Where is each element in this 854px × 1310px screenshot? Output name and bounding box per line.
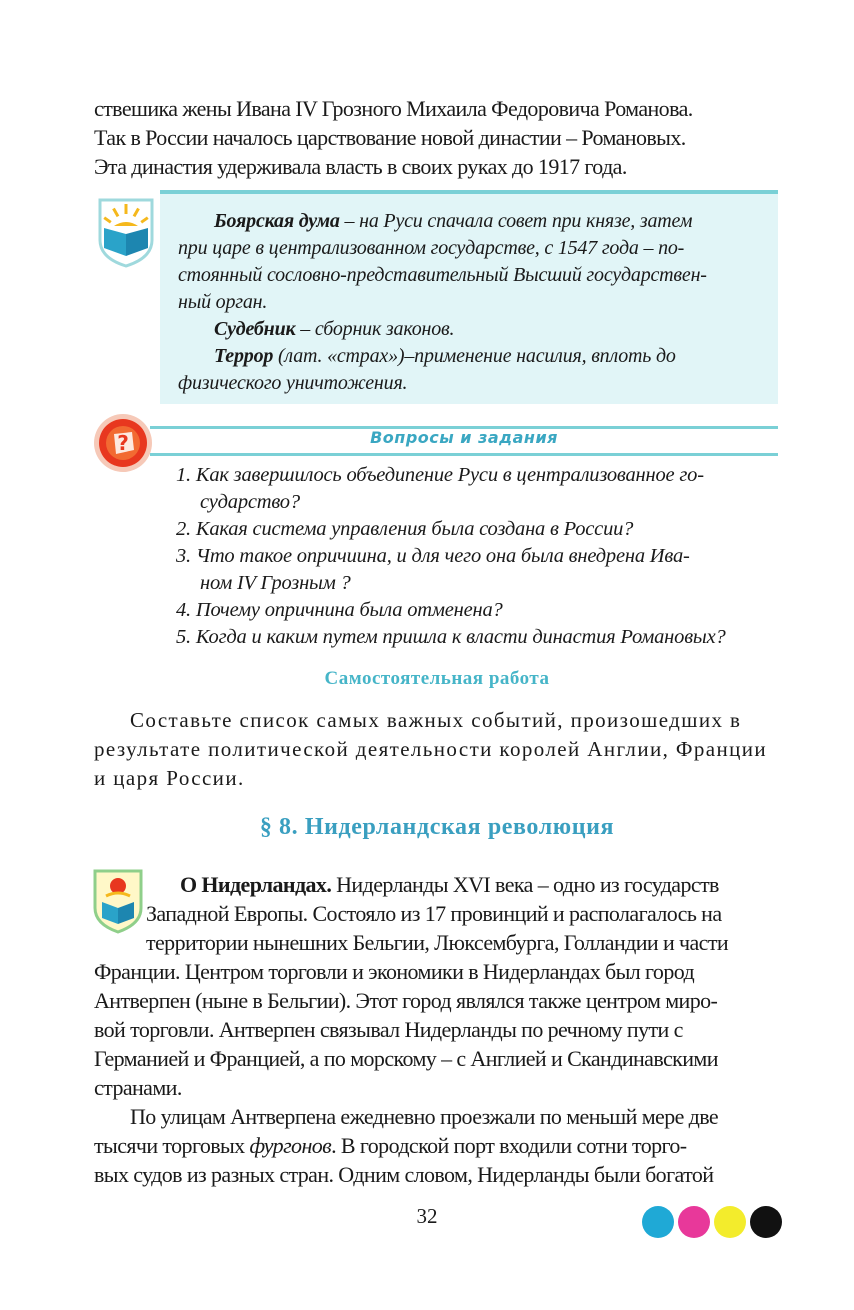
text-line: Так в России началось царствование новой династии – Романовых. — [94, 125, 686, 150]
text-run-italic: фургонов — [249, 1133, 332, 1158]
antwerp-paragraph — [94, 1102, 780, 1189]
question-item — [176, 624, 776, 651]
term: Боярская дума — [214, 210, 340, 232]
text-line: Германией и Францией, а по морскому – с Англией и Скандинавскими — [94, 1046, 718, 1071]
question-item — [176, 597, 776, 624]
text-line: ный орган. — [178, 291, 268, 313]
text-line: физического уничтожения. — [178, 372, 408, 394]
questions-list — [176, 462, 776, 651]
question-text: 3. Что такое опричиина, и для чего она была внедрена Ива- — [176, 545, 690, 567]
term: Судебник — [214, 318, 296, 340]
definitions-text — [178, 208, 760, 397]
black-dot — [750, 1206, 782, 1238]
question-text: ном IV Грозным ? — [200, 572, 351, 594]
text-line: Антверпен (ныне в Бельгии). Этот город являлся также центром миро- — [94, 988, 718, 1013]
term: Террор — [214, 345, 274, 367]
text-line: стоянный сословно-представительный Высший государствен- — [178, 264, 707, 286]
definition-sudebnik — [178, 316, 760, 343]
text-line: ствешика жены Ивана IV Грозного Михаила Федоровича Романова. — [94, 96, 693, 121]
paragraph-lead: О Нидерландах. — [180, 872, 332, 897]
question-item — [176, 543, 776, 597]
text-line: вой торговли. Антверпен связывал Нидерланды по речному пути с — [94, 1017, 683, 1042]
text-line — [94, 870, 780, 899]
text-line: Эта династия удерживала власть в своих руках до 1917 года. — [94, 154, 627, 179]
text-line: Западной Европы. Состояло из 17 провинций и располагалось на — [146, 901, 722, 926]
self-work-task — [94, 706, 780, 793]
netherlands-paragraph — [94, 870, 780, 1102]
question-text: 5. Когда и каким путем пришла к власти династия Романовых? — [176, 626, 726, 648]
magenta-dot — [678, 1206, 710, 1238]
definition-terror — [178, 343, 760, 370]
text-run: . В городской порт входили сотни торго- — [331, 1133, 687, 1158]
question-text: сударство? — [200, 491, 300, 513]
questions-title: Вопросы и задания — [370, 428, 558, 447]
intro-paragraph — [94, 94, 780, 181]
text-line: Франции. Центром торговли и экономики в Нидерландах был город — [94, 959, 695, 984]
page-number: 32 — [416, 1204, 438, 1228]
text-line: территории нынешних Бельгии, Люксембурга, Голландии и части — [146, 930, 729, 955]
question-text: 2. Какая система управления была создана в России? — [176, 518, 634, 540]
text-run: Нидерланды XVI века – одно из государств — [331, 872, 719, 897]
definitions-box — [160, 190, 778, 404]
question-text: 4. Почему опричнина была отменена? — [176, 599, 503, 621]
text-line: Составьте список самых важных событий, произошедших в — [130, 708, 742, 732]
text-line — [94, 1131, 780, 1160]
yellow-dot — [714, 1206, 746, 1238]
text-line: По улицам Антверпена ежедневно проезжали по меньшй мере две — [130, 1104, 719, 1129]
question-item — [176, 462, 776, 516]
self-work-title: Самостоятельная работа — [324, 668, 550, 689]
question-item — [176, 516, 776, 543]
text-line: результате политической деятельности королей Англии, Франции — [94, 737, 768, 761]
question-icon — [92, 412, 154, 474]
question-text: 1. Как завершилось объедипение Руси в централизованное го- — [176, 464, 704, 486]
text-line: при царе в централизованном государстве, с 1547 года – по- — [178, 237, 685, 259]
cyan-dot — [642, 1206, 674, 1238]
text-run: тысячи торговых — [94, 1133, 250, 1158]
definition-boyar-duma — [178, 208, 760, 235]
text-line: странами. — [94, 1075, 182, 1100]
text-line: вых судов из разных стран. Одним словом, Нидерланды были богатой — [94, 1162, 714, 1187]
definition-text: – на Руси спачала совет при князе, затем — [339, 210, 693, 232]
definition-text: (лат. «страх»)–применение насилия, вплоть до — [273, 345, 676, 367]
svg-text:?: ? — [117, 431, 129, 455]
definition-text: – сборник законов. — [295, 318, 455, 340]
text-line: и царя России. — [94, 766, 245, 790]
section-title: § 8. Нидерландская революция — [259, 814, 615, 840]
book-icon — [96, 196, 156, 268]
